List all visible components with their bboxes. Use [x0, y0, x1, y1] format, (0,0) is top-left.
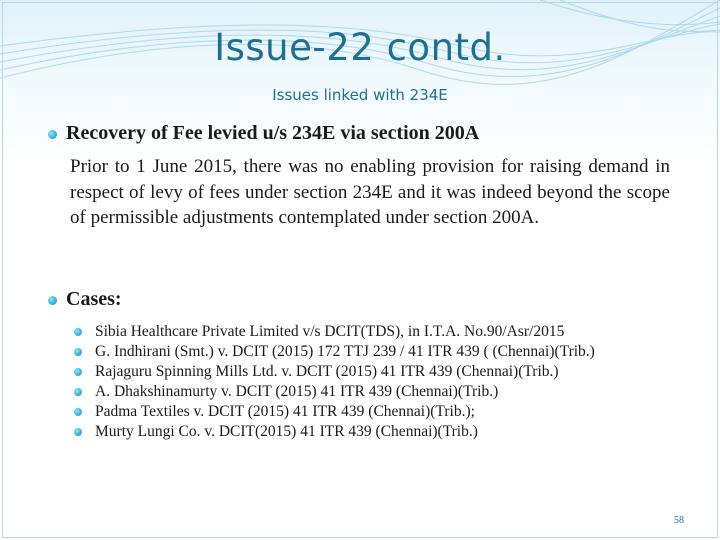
bullet-icon — [74, 328, 82, 336]
list-item — [74, 342, 670, 362]
explanation-paragraph: Prior to 1 June 2015, there was no enabling provision for raising demand in respect of levy of fees under section 234E and it was indeed beyond the scope of permissible adjustments contemplated under section 200A. — [70, 156, 670, 228]
bullet-icon — [74, 428, 82, 436]
case-text: A. Dhakshinamurty v. DCIT (2015) 41 ITR 439 (Chennai)(Trib.) — [95, 383, 499, 400]
page-number: 58 — [674, 515, 684, 526]
heading-recovery-of-fee: Recovery of Fee levied u/s 234E via section 200A — [66, 122, 480, 144]
list-item — [74, 422, 670, 442]
slide-border — [2, 2, 718, 538]
cases-list — [74, 322, 670, 442]
bullet-icon — [48, 296, 57, 305]
list-item — [74, 382, 670, 402]
list-item — [74, 402, 670, 422]
case-text: G. Indhirani (Smt.) v. DCIT (2015) 172 TTJ 239 / 41 ITR 439 ( (Chennai)(Trib.) — [95, 343, 595, 360]
bullet-icon — [48, 130, 57, 139]
list-item — [74, 362, 670, 382]
bullet-icon — [74, 408, 82, 416]
list-item — [74, 322, 670, 342]
case-text: Padma Textiles v. DCIT (2015) 41 ITR 439 (Chennai)(Trib.); — [95, 403, 475, 420]
bullet-icon — [74, 348, 82, 356]
slide-title: Issue-22 contd. — [214, 26, 506, 69]
case-text: Rajaguru Spinning Mills Ltd. v. DCIT (2015) 41 ITR 439 (Chennai)(Trib.) — [95, 363, 559, 380]
case-text: Murty Lungi Co. v. DCIT(2015) 41 ITR 439 (Chennai)(Trib.) — [95, 423, 478, 440]
bullet-icon — [74, 368, 82, 376]
bullet-icon — [74, 388, 82, 396]
slide-subtitle: Issues linked with 234E — [272, 86, 448, 104]
heading-cases: Cases: — [66, 288, 122, 310]
case-text: Sibia Healthcare Private Limited v/s DCIT(TDS), in I.T.A. No.90/Asr/2015 — [95, 323, 565, 340]
